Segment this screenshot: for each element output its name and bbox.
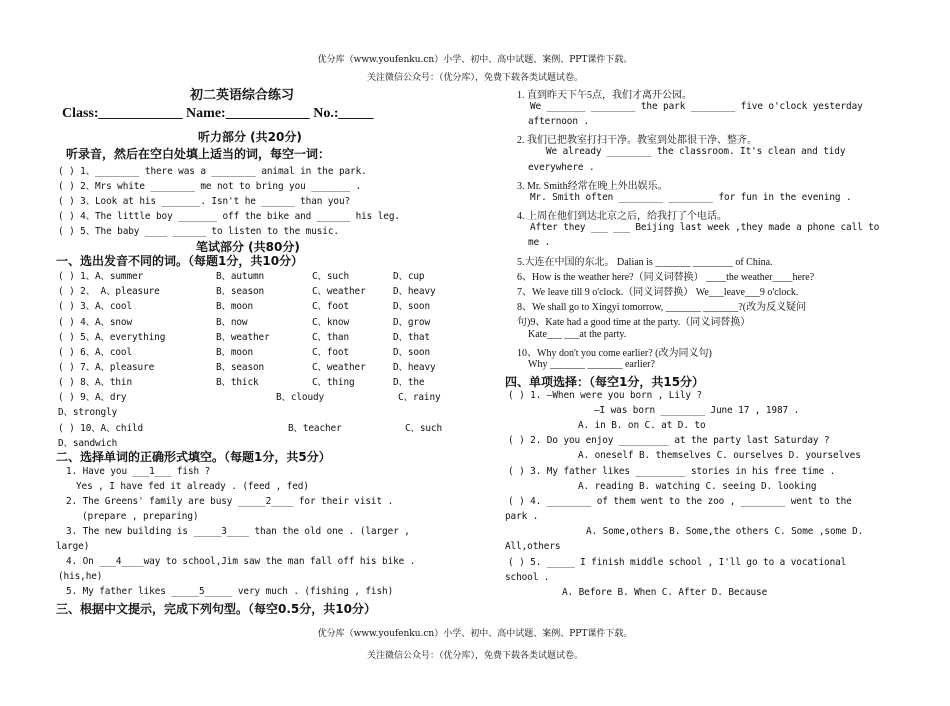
s4-line: All,others	[505, 541, 561, 552]
listening-instruction: 听录音，然后在空白处填上适当的词，每空一词：	[66, 147, 331, 161]
s1-row-1-num: ( ) 1、A、summer	[58, 271, 144, 282]
s1-row-1-c: C、such	[312, 271, 349, 282]
s1-row-5-c: C、than	[312, 331, 349, 343]
s1-row-8-num: ( ) 8、A、thin	[58, 377, 132, 389]
s4-line: —I was born ________ June 17 , 1987 .	[594, 405, 800, 416]
listening-item: ( ) 2、Mrs white ________ me not to bring you _______ .	[58, 181, 362, 192]
s1-row-1-d: D、cup	[393, 271, 425, 282]
listening-item: ( ) 1、________ there was a ________ animal in the park.	[58, 166, 367, 177]
s4-line: A. in B. on C. at D. to	[578, 420, 706, 431]
r-line: Mr. Smith often ________ ________ for fun in the evening .	[530, 192, 852, 203]
s1-q9-a: ( ) 9、A、dry	[58, 392, 127, 403]
r-line: 2. 我们已把教室打扫干净。教室到处都很干净、整齐。	[517, 135, 757, 146]
s1-row-2-c: C、weather	[312, 286, 366, 298]
s2-line: 5. My father likes _____5_____ very much . (fishing , fish)	[66, 586, 394, 597]
s1-row-4-b: B、now	[216, 316, 248, 328]
s1-row-4-d: D、grow	[393, 316, 430, 328]
s1-row-2-b: B、season	[216, 286, 265, 298]
r-line: me .	[528, 237, 551, 248]
r-line: Why _______ _______ earlier?	[528, 359, 655, 370]
page-title: 初二英语综合练习	[190, 88, 295, 103]
s1-q10-b: B、teacher	[288, 423, 342, 434]
s2-line: (his,he)	[58, 571, 103, 582]
s4-line: park .	[505, 511, 539, 522]
s1-q9-b: B、cloudy	[276, 392, 325, 403]
s1-row-4-num: ( ) 4、A、snow	[58, 316, 132, 328]
r-line: We already ________ the classroom. It's clean and tidy	[546, 146, 846, 157]
s1-row-6-b: B、moon	[216, 347, 253, 358]
section-1-heading: 一、选出发音不同的词。（每题1分，共10分）	[56, 254, 304, 268]
s1-row-5-d: D、that	[393, 331, 430, 343]
section-3-heading: 三、根据中文提示，完成下列句型。（每空0.5分，共10分）	[56, 602, 376, 616]
r-line: 8、We shall go to Xingyi tomorrow, _______ _______?(改为反义疑问	[517, 302, 807, 313]
s1-row-5-num: ( ) 5、A、everything	[58, 331, 166, 343]
listening-item: ( ) 4、The little boy _______ off the bike and ______ his leg.	[58, 211, 400, 222]
r-line: 3. Mr. Smith经常在晚上外出娱乐。	[517, 181, 668, 192]
s1-q10-d: D、sandwich	[58, 438, 118, 449]
r-line: afternoon .	[528, 116, 589, 127]
r-line: After they ___ ___ Beijing last week ,they made a phone call to	[530, 222, 880, 233]
s4-line: ( ) 3. My father likes _________ stories in his free time .	[508, 466, 836, 477]
s1-row-7-d: D、heavy	[393, 362, 436, 374]
s4-line: A. Before B. When C. After D. Because	[562, 587, 768, 598]
footer-line-1: 优分库（www.youfenku.cn）小学、初中、高中试题、案例、PPT课件下载。	[317, 629, 633, 639]
s2-line: 1. Have you ___1___ fish ?	[66, 466, 211, 477]
section-4-heading: 四、单项选择：（每空1分，共15分）	[505, 375, 705, 389]
s2-line: 4. On ___4____way to school,Jim saw the man fall off his bike .	[66, 556, 416, 567]
r-line: 4. 上周在他们到达北京之后，给我打了个电话。	[517, 211, 727, 222]
r-line: 1. 直到昨天下午5点，我们才离开公园。	[517, 90, 692, 101]
class-name-line: Class:____________ Name:____________ No.:_____	[62, 106, 374, 121]
s1-row-5-b: B、weather	[216, 331, 270, 343]
s1-row-6-c: C、foot	[312, 347, 349, 358]
s1-row-7-num: ( ) 7、A、pleasure	[58, 362, 155, 374]
s1-row-7-b: B、season	[216, 362, 265, 374]
r-line: 7、We leave till 9 o'clock.（同义词替换） We___leave___9 o'clock.	[517, 287, 799, 298]
s1-q9-d: D、strongly	[58, 407, 118, 418]
s1-q10-a: ( ) 10、A、child	[58, 423, 144, 434]
header-line-2: 关注微信公众号：（优分库），免费下载各类试题试卷。	[366, 73, 583, 83]
s2-line: Yes , I have fed it already . (feed , fed)	[76, 481, 309, 492]
s1-row-2-num: ( ) 2、 A、pleasure	[58, 286, 160, 298]
s2-line: large)	[56, 541, 90, 552]
s1-row-7-c: C、weather	[312, 362, 366, 374]
s4-line: ( ) 4. ________ of them went to the zoo , ________ went to the	[508, 496, 852, 507]
s1-row-8-c: C、thing	[312, 377, 355, 389]
s1-row-2-d: D、heavy	[393, 286, 436, 298]
r-line: 句)9、Kate had a good time at the party.（同义词替换）	[517, 317, 751, 328]
s1-row-3-c: C、foot	[312, 301, 349, 313]
s2-line: 2. The Greens' family are busy _____2____ for their visit .	[66, 496, 394, 507]
listening-heading: 听力部分 (共20分)	[198, 130, 302, 144]
s1-row-3-d: D、soon	[393, 301, 430, 313]
header-line-1: 优分库（www.youfenku.cn）小学、初中、高中试题、案例、PPT课件下载。	[317, 55, 633, 65]
r-line: 10、Why don't you come earlier? (改为同义句)	[517, 348, 712, 359]
s2-line: 3. The new building is _____3____ than the old one . (larger ,	[66, 526, 410, 537]
s4-line: A. reading B. watching C. seeing D. looking	[578, 481, 817, 492]
s1-row-6-num: ( ) 6、A、cool	[58, 347, 132, 358]
r-line: everywhere .	[528, 162, 595, 173]
s1-row-4-c: C、know	[312, 316, 349, 328]
r-line: We _______ ________ the park ________ five o'clock yesterday	[530, 101, 863, 112]
s4-line: A. oneself B. themselves C. ourselves D. yourselves	[578, 450, 861, 461]
s1-row-6-d: D、soon	[393, 347, 430, 358]
listening-item: ( ) 3、Look at his _______. Isn't he ______ than you?	[58, 196, 351, 207]
s4-line: A. Some,others B. Some,the others C. Some ,some D.	[586, 526, 864, 537]
s4-line: ( ) 5. _____ I finish middle school , I'll go to a vocational	[508, 557, 847, 568]
s1-q9-c: C、rainy	[398, 392, 441, 403]
footer-line-2: 关注微信公众号：（优分库），免费下载各类试题试卷。	[366, 651, 583, 661]
s1-q10-c: C、such	[405, 423, 442, 434]
r-line: Kate___ ___at the party.	[528, 329, 627, 340]
written-heading: 笔试部分 (共80分)	[196, 240, 300, 254]
r-line: 6、How is the weather here?（同义词替换） ____the weather____here?	[517, 272, 815, 283]
s1-row-3-num: ( ) 3、A、cool	[58, 301, 132, 313]
s1-row-1-b: B、autumn	[216, 271, 265, 282]
s4-line: ( ) 1. —When were you born , Lily ?	[508, 390, 703, 401]
s4-line: ( ) 2. Do you enjoy _________ at the party last Saturday ?	[508, 435, 830, 446]
section-2-heading: 二、选择单词的正确形式填空。（每题1分，共5分）	[56, 450, 331, 464]
s1-row-3-b: B、moon	[216, 301, 253, 313]
r-line: 5.大连在中国的东北。 Dalian is _______ ________ of China.	[517, 257, 773, 268]
s1-row-8-d: D、the	[393, 377, 425, 389]
s2-line: (prepare , preparing)	[82, 511, 199, 522]
s4-line: school .	[505, 572, 550, 583]
s1-row-8-b: B、thick	[216, 377, 259, 389]
listening-item: ( ) 5、The baby ____ ______ to listen to the music.	[58, 226, 339, 237]
